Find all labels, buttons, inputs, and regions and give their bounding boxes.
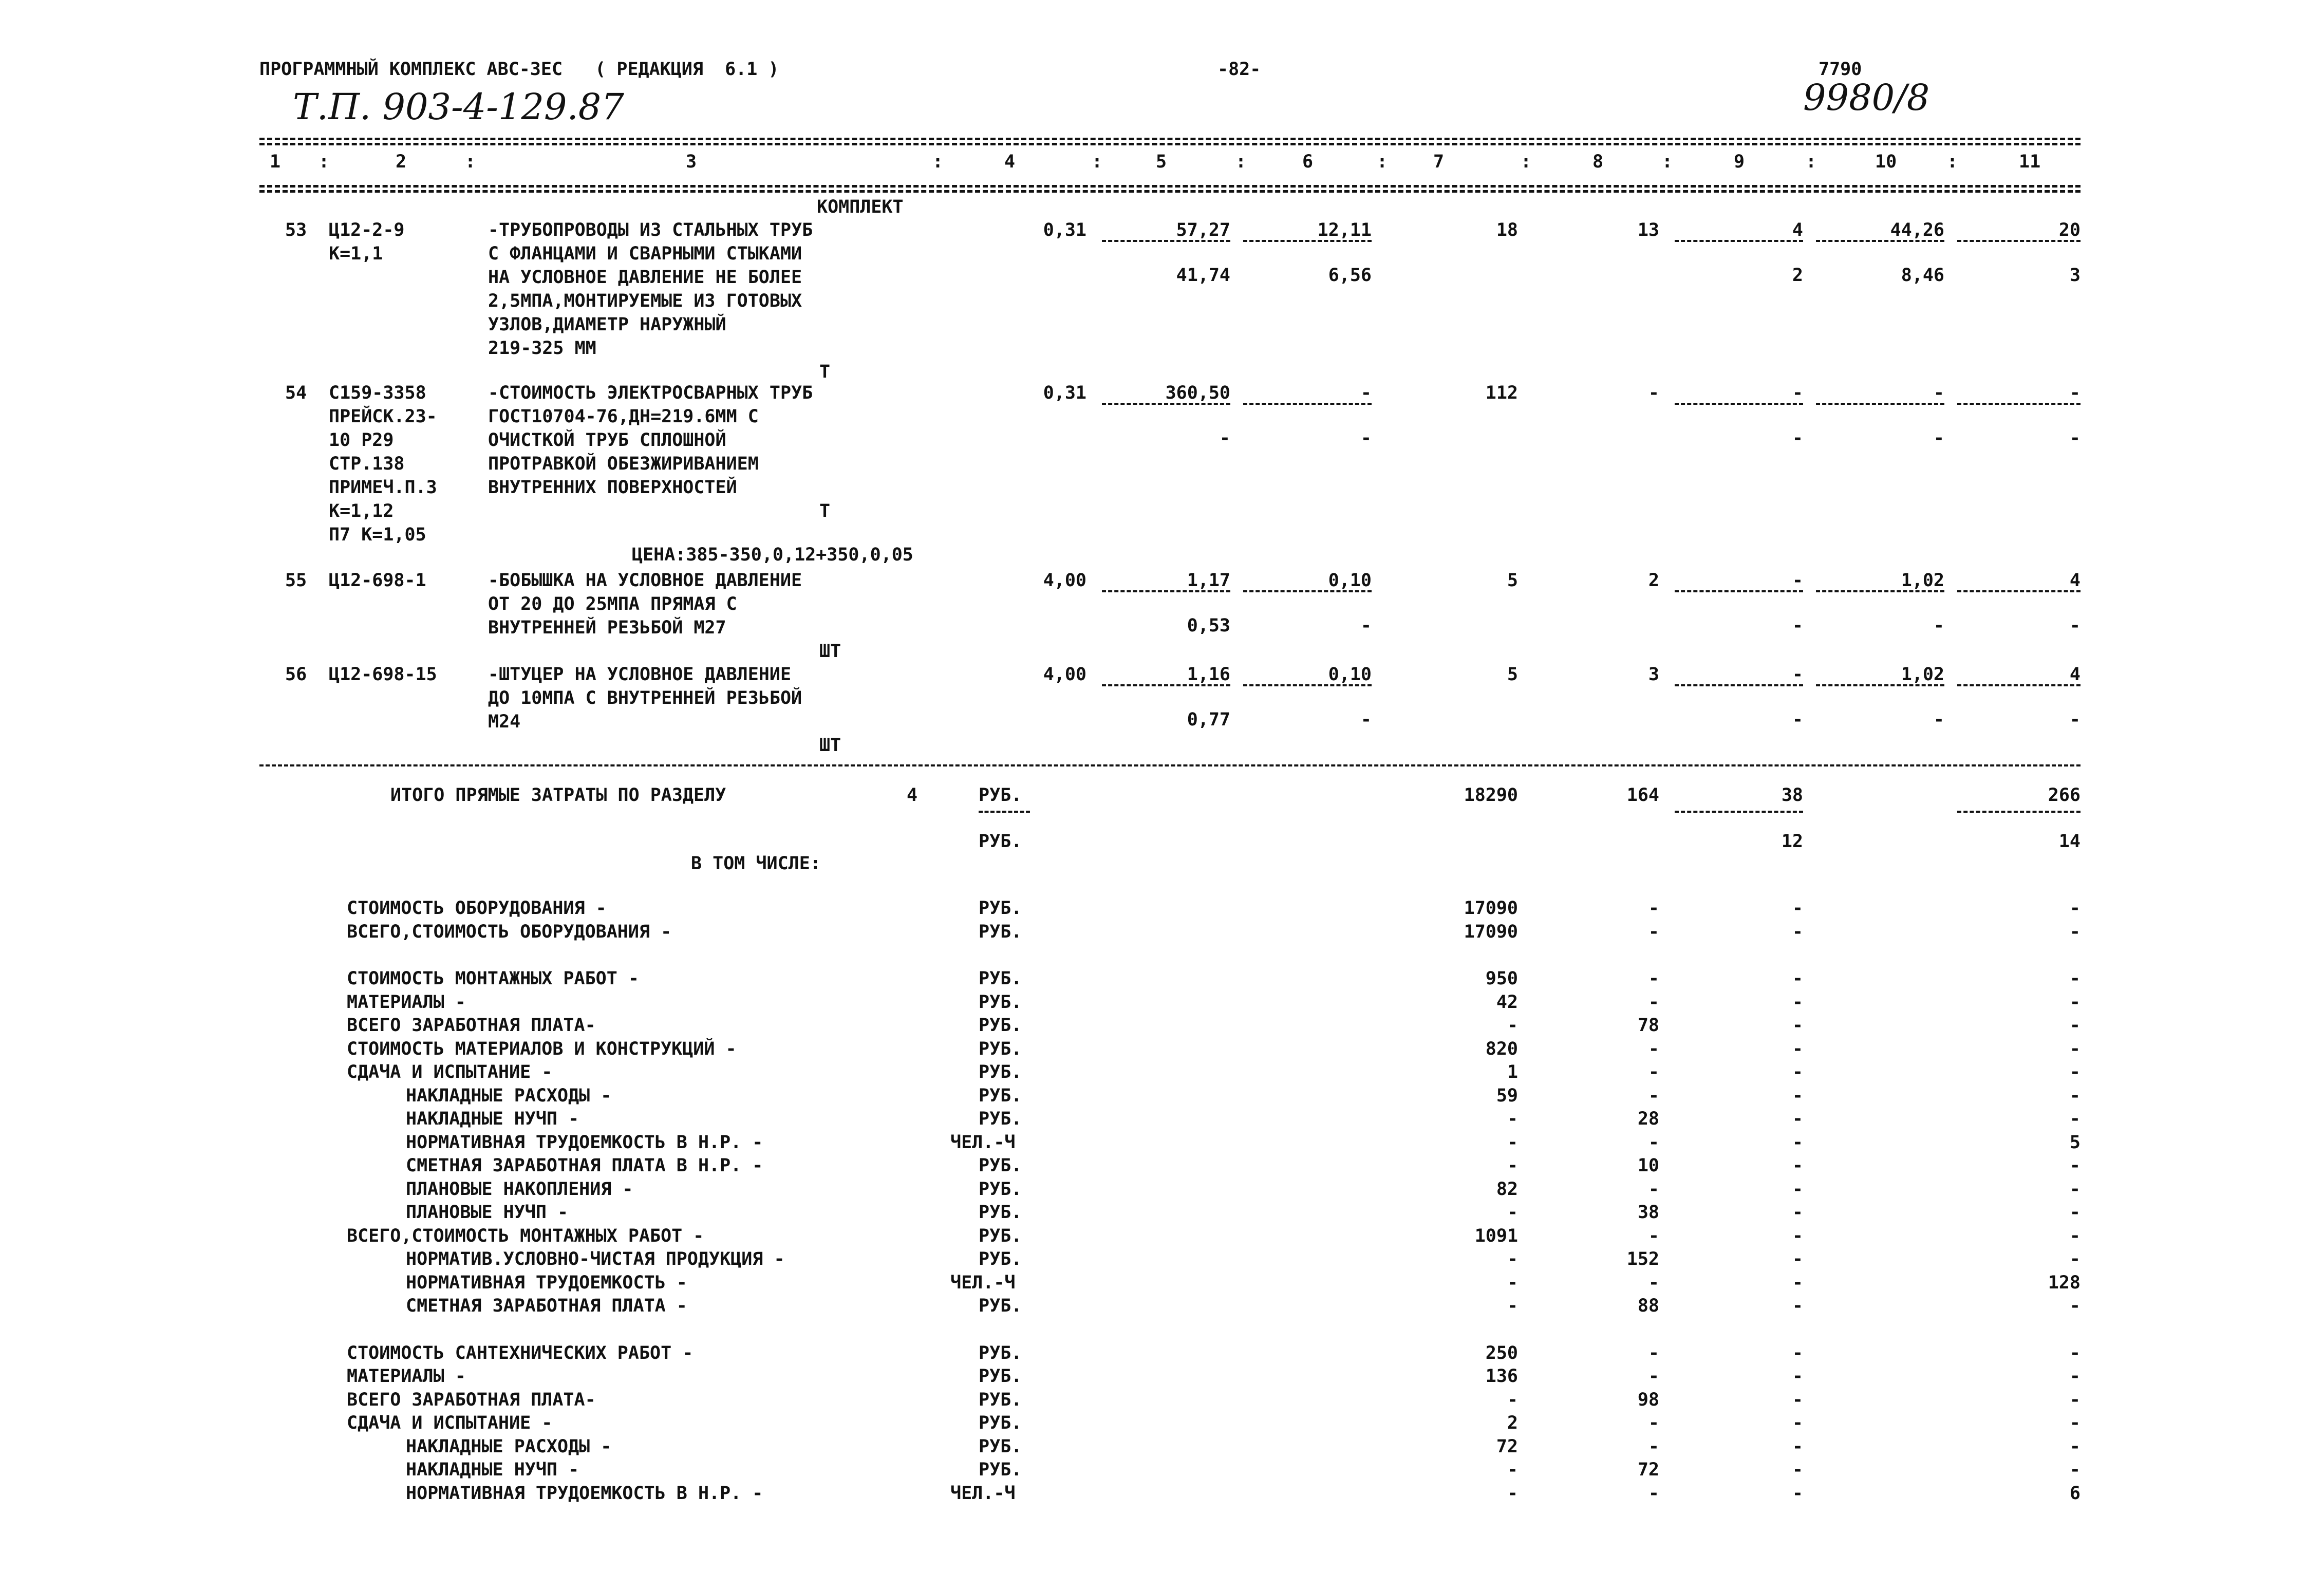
header-rule-top: [259, 138, 2081, 140]
summary-c9: -: [1792, 1342, 1803, 1363]
summary-c11: -: [2069, 1342, 2081, 1363]
summary-c9: -: [1792, 1062, 1803, 1082]
summary-label: НАКЛАДНЫЕ РАСХОДЫ -: [406, 1436, 612, 1457]
column-separator: :: [1092, 152, 1103, 172]
item-description: ВНУТРЕННЕЙ РЕЗЬБОЙ М27: [488, 618, 726, 638]
column-separator: :: [1806, 152, 1817, 172]
cell-rule-c9: [1675, 403, 1803, 405]
summary-c7: 950: [1485, 968, 1518, 989]
cell-rule-c11: [1957, 590, 2081, 592]
column-separator: :: [1521, 152, 1532, 172]
item-number: 53: [285, 220, 307, 240]
column-header-10: 10: [1875, 152, 1897, 172]
item-cell-c10: 44,26: [1890, 220, 1944, 240]
column-header-1: 1: [270, 152, 281, 172]
header-rule-top-2: [259, 143, 2081, 145]
summary-c8: -: [1648, 1132, 1659, 1153]
summary-label: ПЛАНОВЫЕ НАКОПЛЕНИЯ -: [406, 1179, 633, 1200]
summary-c11: -: [2069, 1460, 2081, 1480]
summary-unit: РУБ.: [979, 921, 1022, 942]
summary-c8: 88: [1637, 1296, 1659, 1316]
item-cell-c4: 4,00: [1043, 664, 1086, 685]
summary-c11: -: [2069, 898, 2081, 919]
summary-c8: -: [1648, 1436, 1659, 1457]
summary-unit: ЧЕЛ.-Ч: [950, 1272, 1016, 1293]
summary-c7: 1091: [1474, 1225, 1518, 1246]
summary-label: НОРМАТИВНАЯ ТРУДОЕМКОСТЬ -: [406, 1272, 687, 1293]
summary-c7: -: [1507, 1249, 1518, 1269]
summary-c11: -: [2069, 1015, 2081, 1036]
column-header-3: 3: [686, 152, 697, 172]
item-cell-c9b: 2: [1792, 265, 1803, 286]
total-unit: РУБ.: [979, 785, 1022, 806]
column-header-5: 5: [1156, 152, 1167, 172]
summary-unit: РУБ.: [979, 1342, 1022, 1363]
handwritten-sheet-number: 9980/8: [1803, 77, 1930, 119]
summary-label: ВСЕГО,СТОИМОСТЬ МОНТАЖНЫХ РАБОТ -: [347, 1225, 704, 1246]
column-header-7: 7: [1433, 152, 1445, 172]
summary-unit: РУБ.: [979, 1296, 1022, 1316]
summary-c8: 72: [1637, 1460, 1659, 1480]
item-cell-c4: 0,31: [1043, 383, 1086, 403]
summary-label: НАКЛАДНЫЕ НУЧП -: [406, 1460, 579, 1480]
summary-c8: 152: [1626, 1249, 1659, 1269]
item-description: -ТРУБОПРОВОДЫ ИЗ СТАЛЬНЫХ ТРУБ: [488, 220, 813, 240]
item-code: Ц12-698-15: [329, 664, 437, 685]
item-number: 55: [285, 570, 307, 591]
item-description: 219-325 ММ: [488, 338, 596, 359]
total-c8: 164: [1626, 785, 1659, 806]
column-header-11: 11: [2019, 152, 2041, 172]
summary-c9: -: [1792, 992, 1803, 1013]
item-code: ПРИМЕЧ.П.3: [329, 477, 437, 498]
item-cell-c7: 18: [1496, 220, 1518, 240]
column-header-4: 4: [1004, 152, 1016, 172]
summary-c9: -: [1792, 1179, 1803, 1200]
summary-unit: РУБ.: [979, 1436, 1022, 1457]
item-unit: ШТ: [819, 641, 841, 662]
item-code: Ц12-698-1: [329, 570, 426, 591]
column-separator: :: [1235, 152, 1247, 172]
summary-c11: -: [2069, 921, 2081, 942]
summary-c7: 82: [1496, 1179, 1518, 1200]
summary-label: НАКЛАДНЫЕ НУЧП -: [406, 1109, 579, 1129]
item-cell-c5: 1,16: [1187, 664, 1230, 685]
summary-unit: РУБ.: [979, 992, 1022, 1013]
summary-unit: РУБ.: [979, 1413, 1022, 1433]
cell-rule-c11: [1957, 240, 2081, 242]
item-description: ОЧИСТКОЙ ТРУБ СПЛОШНОЙ: [488, 430, 726, 451]
summary-unit: РУБ.: [979, 968, 1022, 989]
item-cell-c11: 20: [2058, 220, 2081, 240]
summary-label: СМЕТНАЯ ЗАРАБОТНАЯ ПЛАТА -: [406, 1296, 687, 1316]
summary-c8: -: [1648, 992, 1659, 1013]
summary-c7: 820: [1485, 1038, 1518, 1059]
total-c9-rule: [1675, 811, 1803, 813]
summary-c8: -: [1648, 1483, 1659, 1504]
summary-c9: -: [1792, 921, 1803, 942]
column-header-8: 8: [1592, 152, 1604, 172]
column-header-2: 2: [396, 152, 407, 172]
summary-c8: -: [1648, 898, 1659, 919]
cell-rule-c9: [1675, 240, 1803, 242]
summary-c7: -: [1507, 1202, 1518, 1223]
item-cell-c11: -: [2069, 383, 2081, 403]
item-cell-c9b: -: [1792, 709, 1803, 730]
item-cell-c5b: 0,77: [1187, 709, 1230, 730]
summary-unit: РУБ.: [979, 1109, 1022, 1129]
summary-c7: -: [1507, 1132, 1518, 1153]
summary-c11: -: [2069, 1436, 2081, 1457]
item-cell-c9: -: [1792, 664, 1803, 685]
summary-unit: РУБ.: [979, 1460, 1022, 1480]
column-header-6: 6: [1302, 152, 1314, 172]
summary-c8: -: [1648, 1062, 1659, 1082]
summary-c7: 42: [1496, 992, 1518, 1013]
handwritten-doc-number: Т.П. 903-4-129.87: [293, 86, 624, 128]
summary-unit: РУБ.: [979, 1038, 1022, 1059]
summary-c9: -: [1792, 1132, 1803, 1153]
summary-c7: 250: [1485, 1342, 1518, 1363]
summary-c7: 59: [1496, 1085, 1518, 1106]
item-cell-c5b: -: [1219, 428, 1230, 448]
summary-c11: -: [2069, 1179, 2081, 1200]
item-description: ДО 10МПА С ВНУТРЕННЕЙ РЕЗЬБОЙ: [488, 688, 802, 708]
cell-rule-c6: [1243, 240, 1372, 242]
summary-unit: РУБ.: [979, 1202, 1022, 1223]
summary-label: НОРМАТИВНАЯ ТРУДОЕМКОСТЬ В Н.Р. -: [406, 1132, 763, 1153]
item-cell-c11b: -: [2069, 615, 2081, 636]
item-cell-c8: -: [1648, 383, 1659, 403]
total-c11: 266: [2048, 785, 2081, 806]
cell-rule-c9: [1675, 684, 1803, 686]
summary-c9: -: [1792, 1249, 1803, 1269]
summary-c7: -: [1507, 1389, 1518, 1410]
summary-label: ВСЕГО,СТОИМОСТЬ ОБОРУДОВАНИЯ -: [347, 921, 672, 942]
summary-c7: 1: [1507, 1062, 1518, 1082]
summary-c11: 128: [2048, 1272, 2081, 1293]
item-cell-c6: 0,10: [1328, 664, 1372, 685]
summary-c7: -: [1507, 1155, 1518, 1176]
summary-unit: ЧЕЛ.-Ч: [950, 1483, 1016, 1504]
summary-c11: -: [2069, 1296, 2081, 1316]
summary-c9: -: [1792, 1436, 1803, 1457]
item-cell-c8: 2: [1648, 570, 1659, 591]
item-cell-c8: 13: [1637, 220, 1659, 240]
item-cell-c7: 5: [1507, 570, 1518, 591]
summary-c7: -: [1507, 1015, 1518, 1036]
item-description: -ШТУЦЕР НА УСЛОВНОЕ ДАВЛЕНИЕ: [488, 664, 792, 685]
item-cell-c10b: -: [1933, 428, 1944, 448]
item-code: ПРЕЙСК.23-: [329, 406, 437, 427]
summary-label: СТОИМОСТЬ САНТЕХНИЧЕСКИХ РАБОТ -: [347, 1342, 694, 1363]
summary-c9: -: [1792, 1483, 1803, 1504]
summary-c9: -: [1792, 1413, 1803, 1433]
item-code: К=1,1: [329, 244, 383, 264]
cell-rule-c10: [1816, 590, 1944, 592]
item-unit: Т: [819, 501, 831, 521]
summary-unit: ЧЕЛ.-Ч: [950, 1132, 1016, 1153]
summary-c9: -: [1792, 1366, 1803, 1387]
item-cell-c9: -: [1792, 383, 1803, 403]
item-cell-c10: 1,02: [1901, 664, 1944, 685]
summary-c9: -: [1792, 968, 1803, 989]
item-code: Ц12-2-9: [329, 220, 405, 240]
item-code: К=1,12: [329, 501, 394, 521]
summary-unit: РУБ.: [979, 1389, 1022, 1410]
summary-c11: -: [2069, 1109, 2081, 1129]
item-description: -БОБЫШКА НА УСЛОВНОЕ ДАВЛЕНИЕ: [488, 570, 802, 591]
summary-c7: -: [1507, 1272, 1518, 1293]
program-header: ПРОГРАММНЫЙ КОМПЛЕКС АВС-3ЕС ( РЕДАКЦИЯ 6.1 ): [259, 59, 779, 80]
item-cell-c6b: -: [1360, 709, 1372, 730]
summary-c9: -: [1792, 1272, 1803, 1293]
item-cell-c6b: -: [1360, 615, 1372, 636]
summary-c7: 17090: [1464, 898, 1518, 919]
item-cell-c5b: 41,74: [1176, 265, 1230, 286]
code-number: 7790: [1819, 59, 1862, 80]
item-cell-c11b: -: [2069, 428, 2081, 448]
summary-unit: РУБ.: [979, 1085, 1022, 1106]
summary-unit: РУБ.: [979, 1225, 1022, 1246]
item-description: С ФЛАНЦАМИ И СВАРНЫМИ СТЫКАМИ: [488, 244, 802, 264]
summary-c7: 17090: [1464, 921, 1518, 942]
item-unit-label: КОМПЛЕКТ: [817, 197, 904, 217]
total-c7: 18290: [1464, 785, 1518, 806]
cell-rule-c11: [1957, 403, 2081, 405]
cell-rule-c6: [1243, 403, 1372, 405]
summary-c11: -: [2069, 1038, 2081, 1059]
summary-unit: РУБ.: [979, 1366, 1022, 1387]
item-cell-c6b: -: [1360, 428, 1372, 448]
item-cell-c10: 1,02: [1901, 570, 1944, 591]
summary-label: СМЕТНАЯ ЗАРАБОТНАЯ ПЛАТА В Н.Р. -: [406, 1155, 763, 1176]
cell-rule-c10: [1816, 240, 1944, 242]
item-cell-c10b: -: [1933, 615, 1944, 636]
cell-rule-c11: [1957, 684, 2081, 686]
summary-label: ПЛАНОВЫЕ НУЧП -: [406, 1202, 569, 1223]
page-number: -82-: [1217, 59, 1261, 80]
header-rule-bottom-2: [259, 190, 2081, 193]
summary-c11: -: [2069, 1085, 2081, 1106]
summary-c8: 98: [1637, 1389, 1659, 1410]
summary-label: СДАЧА И ИСПЫТАНИЕ -: [347, 1413, 553, 1433]
column-separator: :: [465, 152, 476, 172]
summary-c7: 72: [1496, 1436, 1518, 1457]
summary-label: НАКЛАДНЫЕ РАСХОДЫ -: [406, 1085, 612, 1106]
summary-c8: -: [1648, 1179, 1659, 1200]
item-cell-c11: 4: [2069, 664, 2081, 685]
cell-rule-c10: [1816, 403, 1944, 405]
item-cell-c8: 3: [1648, 664, 1659, 685]
summary-c8: -: [1648, 921, 1659, 942]
summary-label: СДАЧА И ИСПЫТАНИЕ -: [347, 1062, 553, 1082]
column-separator: :: [1947, 152, 1958, 172]
column-separator: :: [1662, 152, 1673, 172]
summary-label: ВСЕГО ЗАРАБОТНАЯ ПЛАТА-: [347, 1015, 596, 1036]
summary-c11: -: [2069, 1202, 2081, 1223]
item-price-formula: ЦЕНА:385-350,0,12+350,0,05: [632, 545, 913, 565]
summary-c8: 10: [1637, 1155, 1659, 1176]
summary-label: НОРМАТИВНАЯ ТРУДОЕМКОСТЬ В Н.Р. -: [406, 1483, 763, 1504]
cell-rule-c9: [1675, 590, 1803, 592]
item-cell-c5: 1,17: [1187, 570, 1230, 591]
item-cell-c5: 360,50: [1165, 383, 1230, 403]
summary-c9: -: [1792, 1155, 1803, 1176]
item-cell-c5b: 0,53: [1187, 615, 1230, 636]
item-cell-c11b: -: [2069, 709, 2081, 730]
summary-c9: -: [1792, 898, 1803, 919]
total-unit-rule: [979, 811, 1030, 813]
summary-c9: -: [1792, 1109, 1803, 1129]
summary-label: ВСЕГО ЗАРАБОТНАЯ ПЛАТА-: [347, 1389, 596, 1410]
summary-c11: -: [2069, 992, 2081, 1013]
summary-c9: -: [1792, 1038, 1803, 1059]
total-c11-rule: [1957, 811, 2081, 813]
column-header-9: 9: [1734, 152, 1745, 172]
summary-c8: -: [1648, 1366, 1659, 1387]
summary-label: СТОИМОСТЬ МОНТАЖНЫХ РАБОТ -: [347, 968, 639, 989]
summary-c8: -: [1648, 1225, 1659, 1246]
cell-rule-c5: [1102, 590, 1230, 592]
cell-rule-c6: [1243, 590, 1372, 592]
summary-c9: -: [1792, 1085, 1803, 1106]
summary-c7: -: [1507, 1483, 1518, 1504]
summary-c9: -: [1792, 1015, 1803, 1036]
item-cell-c7: 112: [1485, 383, 1518, 403]
item-description: М24: [488, 712, 521, 732]
summary-c11: -: [2069, 1062, 2081, 1082]
item-cell-c6: -: [1360, 383, 1372, 403]
item-code: СТР.138: [329, 454, 405, 474]
summary-c8: -: [1648, 968, 1659, 989]
summary-c8: -: [1648, 1342, 1659, 1363]
summary-c11: 5: [2069, 1132, 2081, 1153]
summary-c11: -: [2069, 968, 2081, 989]
summary-c8: -: [1648, 1038, 1659, 1059]
summary-c11: -: [2069, 1413, 2081, 1433]
item-cell-c6: 12,11: [1317, 220, 1372, 240]
item-cell-c9b: -: [1792, 428, 1803, 448]
summary-c11: -: [2069, 1389, 2081, 1410]
item-description: НА УСЛОВНОЕ ДАВЛЕНИЕ НЕ БОЛЕЕ: [488, 267, 802, 288]
item-cell-c10: -: [1933, 383, 1944, 403]
cell-rule-c6: [1243, 684, 1372, 686]
item-cell-c11b: 3: [2069, 265, 2081, 286]
summary-unit: РУБ.: [979, 1249, 1022, 1269]
cell-rule-c10: [1816, 684, 1944, 686]
summary-c8: -: [1648, 1413, 1659, 1433]
column-separator: :: [318, 152, 330, 172]
item-unit: Т: [819, 362, 831, 382]
item-description: 2,5МПА,МОНТИРУЕМЫЕ ИЗ ГОТОВЫХ: [488, 291, 802, 311]
item-cell-c10b: -: [1933, 709, 1944, 730]
summary-c8: -: [1648, 1272, 1659, 1293]
item-description: ВНУТРЕННИХ ПОВЕРХНОСТЕЙ: [488, 477, 737, 498]
item-cell-c11: 4: [2069, 570, 2081, 591]
including-title: В ТОМ ЧИСЛЕ:: [691, 853, 821, 874]
item-cell-c4: 0,31: [1043, 220, 1086, 240]
summary-c7: 136: [1485, 1366, 1518, 1387]
summary-c7: -: [1507, 1296, 1518, 1316]
summary-c9: -: [1792, 1389, 1803, 1410]
items-bottom-rule: [259, 764, 2081, 766]
item-cell-c9b: -: [1792, 615, 1803, 636]
item-description: ГОСТ10704-76,ДН=219.6ММ С: [488, 406, 759, 427]
summary-label: СТОИМОСТЬ МАТЕРИАЛОВ И КОНСТРУКЦИЙ -: [347, 1038, 737, 1059]
summary-label: НОРМАТИВ.УСЛОВНО-ЧИСТАЯ ПРОДУКЦИЯ -: [406, 1249, 785, 1269]
item-cell-c10b: 8,46: [1901, 265, 1944, 286]
total-c9: 38: [1781, 785, 1803, 806]
column-separator: :: [932, 152, 944, 172]
item-cell-c9: -: [1792, 570, 1803, 591]
item-description: -СТОИМОСТЬ ЭЛЕКТРОСВАРНЫХ ТРУБ: [488, 383, 813, 403]
summary-c9: -: [1792, 1296, 1803, 1316]
item-code: С159-3358: [329, 383, 426, 403]
summary-c7: -: [1507, 1109, 1518, 1129]
summary-c11: -: [2069, 1155, 2081, 1176]
item-number: 54: [285, 383, 307, 403]
summary-label: МАТЕРИАЛЫ -: [347, 1366, 466, 1387]
summary-c7: 2: [1507, 1413, 1518, 1433]
total-c9b: 12: [1781, 831, 1803, 852]
summary-c11: -: [2069, 1249, 2081, 1269]
item-description: УЗЛОВ,ДИАМЕТР НАРУЖНЫЙ: [488, 314, 726, 335]
item-cell-c4: 4,00: [1043, 570, 1086, 591]
summary-unit: РУБ.: [979, 1015, 1022, 1036]
summary-unit: РУБ.: [979, 898, 1022, 919]
total-label: ИТОГО ПРЯМЫЕ ЗАТРАТЫ ПО РАЗДЕЛУ: [390, 785, 726, 806]
summary-c8: 28: [1637, 1109, 1659, 1129]
summary-unit: РУБ.: [979, 1155, 1022, 1176]
total-c11b: 14: [2058, 831, 2081, 852]
summary-unit: РУБ.: [979, 1062, 1022, 1082]
item-cell-c5: 57,27: [1176, 220, 1230, 240]
cell-rule-c5: [1102, 403, 1230, 405]
summary-c11: -: [2069, 1225, 2081, 1246]
summary-c7: -: [1507, 1460, 1518, 1480]
summary-c9: -: [1792, 1202, 1803, 1223]
item-cell-c6: 0,10: [1328, 570, 1372, 591]
summary-c11: 6: [2069, 1483, 2081, 1504]
item-description: ПРОТРАВКОЙ ОБЕЗЖИРИВАНИЕМ: [488, 454, 759, 474]
cell-rule-c5: [1102, 684, 1230, 686]
item-unit: ШТ: [819, 735, 841, 756]
item-cell-c7: 5: [1507, 664, 1518, 685]
item-code: 10 Р29: [329, 430, 394, 451]
item-number: 56: [285, 664, 307, 685]
total-section: 4: [907, 785, 918, 806]
item-code: П7 К=1,05: [329, 525, 426, 545]
total-unit-2: РУБ.: [979, 831, 1022, 852]
summary-label: МАТЕРИАЛЫ -: [347, 992, 466, 1013]
header-rule-bottom: [259, 185, 2081, 188]
summary-c8: 78: [1637, 1015, 1659, 1036]
item-cell-c9: 4: [1792, 220, 1803, 240]
summary-c9: -: [1792, 1225, 1803, 1246]
cell-rule-c5: [1102, 240, 1230, 242]
summary-c9: -: [1792, 1460, 1803, 1480]
item-cell-c6b: 6,56: [1328, 265, 1372, 286]
item-description: ОТ 20 ДО 25МПА ПРЯМАЯ С: [488, 594, 737, 614]
column-separator: :: [1377, 152, 1388, 172]
summary-c11: -: [2069, 1366, 2081, 1387]
summary-label: СТОИМОСТЬ ОБОРУДОВАНИЯ -: [347, 898, 607, 919]
summary-c8: -: [1648, 1085, 1659, 1106]
summary-unit: РУБ.: [979, 1179, 1022, 1200]
summary-c8: 38: [1637, 1202, 1659, 1223]
